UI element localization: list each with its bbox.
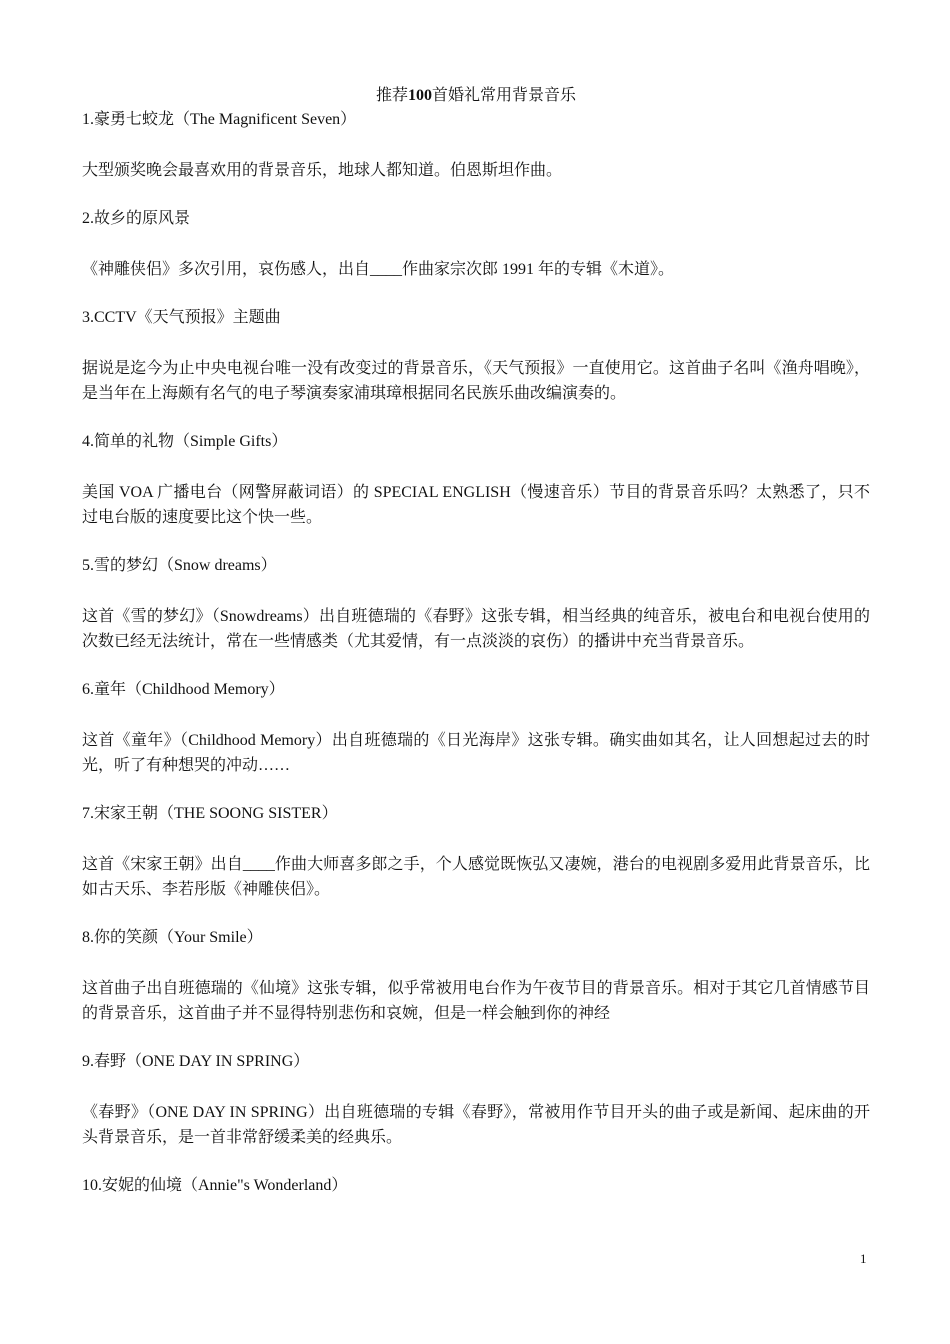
entry-heading: 7.宋家王朝（THE SOONG SISTER） [82, 805, 338, 822]
entry-2 [82, 207, 870, 306]
entry-description: 大型颁奖晚会最喜欢用的背景音乐，地球人都知道。伯恩斯坦作曲。 [82, 162, 563, 179]
entry-description: 据说是迄今为止中央电视台唯一没有改变过的背景音乐，《天气预报》一直使用它。这首曲子名叫《渔舟唱晚》，是当年在上海颇有名气的电子琴演奏家浦琪璋根据同名民族乐曲改编演奏的。 [82, 360, 870, 402]
entry-heading: 4.简单的礼物（Simple Gifts） [82, 433, 288, 450]
entry-4 [82, 430, 870, 554]
entry-description: 《神雕侠侣》多次引用，哀伤感人，出自____作曲家宗次郎 1991 年的专辑《木道》。 [82, 261, 675, 278]
entry-heading: 1.豪勇七蛟龙（The Magnificent Seven） [82, 111, 357, 128]
entry-description: 这首《童年》（Childhood Memory）出自班德瑞的《日光海岸》这张专辑。确实曲如其名，让人回想起过去的时光，听了有种想哭的冲动…… [82, 732, 870, 774]
entry-heading: 2.故乡的原风景 [82, 210, 191, 227]
entry-6 [82, 678, 870, 802]
entry-heading: 9.春野（ONE DAY IN SPRING） [82, 1053, 310, 1070]
entry-9 [82, 1050, 870, 1174]
title-suffix: 首婚礼常用背景音乐 [432, 87, 577, 104]
entry-description: 这首曲子出自班德瑞的《仙境》这张专辑，似乎常被用电台作为午夜节目的背景音乐。相对于其它几首情感节目的背景音乐，这首曲子并不显得特别悲伤和哀婉，但是一样会触到你的神经 [82, 980, 870, 1022]
entry-description: 这首《宋家王朝》出自____作曲大师喜多郎之手，个人感觉既恢弘又凄婉，港台的电视剧多爱用此背景音乐，比如古天乐、李若彤版《神雕侠侣》。 [82, 856, 870, 898]
entry-heading: 8.你的笑颜（Your Smile） [82, 929, 263, 946]
entry-description: 这首《雪的梦幻》（Snowdreams）出自班德瑞的《春野》这张专辑，相当经典的纯音乐，被电台和电视台使用的次数已经无法统计，常在一些情感类（尤其爱情，有一点淡淡的哀伤）的播讲中充当背景音乐。 [82, 608, 870, 650]
title-number: 100 [408, 87, 432, 104]
entry-description: 美国 VOA 广播电台（网警屏蔽词语）的 SPECIAL ENGLISH（慢速音乐）节目的背景音乐吗？太熟悉了，只不过电台版的速度要比这个快一些。 [82, 484, 870, 526]
entry-1 [82, 108, 870, 207]
entry-10 [82, 1174, 870, 1198]
entry-heading: 5.雪的梦幻（Snow dreams） [82, 557, 277, 574]
document-title [82, 84, 870, 108]
entry-3 [82, 306, 870, 430]
entry-8 [82, 926, 870, 1050]
entry-heading: 3.CCTV《天气预报》主题曲 [82, 309, 281, 326]
entry-5 [82, 554, 870, 678]
page-number: 1 [860, 1251, 867, 1266]
entry-7 [82, 802, 870, 926]
entry-heading: 10.安妮的仙境（Annie"s Wonderland） [82, 1177, 348, 1194]
title-prefix: 推荐 [375, 87, 408, 104]
document-page [82, 84, 870, 1198]
entry-heading: 6.童年（Childhood Memory） [82, 681, 285, 698]
entry-description: 《春野》（ONE DAY IN SPRING）出自班德瑞的专辑《春野》，常被用作节目开头的曲子或是新闻、起床曲的开头背景音乐，是一首非常舒缓柔美的经典乐。 [82, 1104, 870, 1146]
